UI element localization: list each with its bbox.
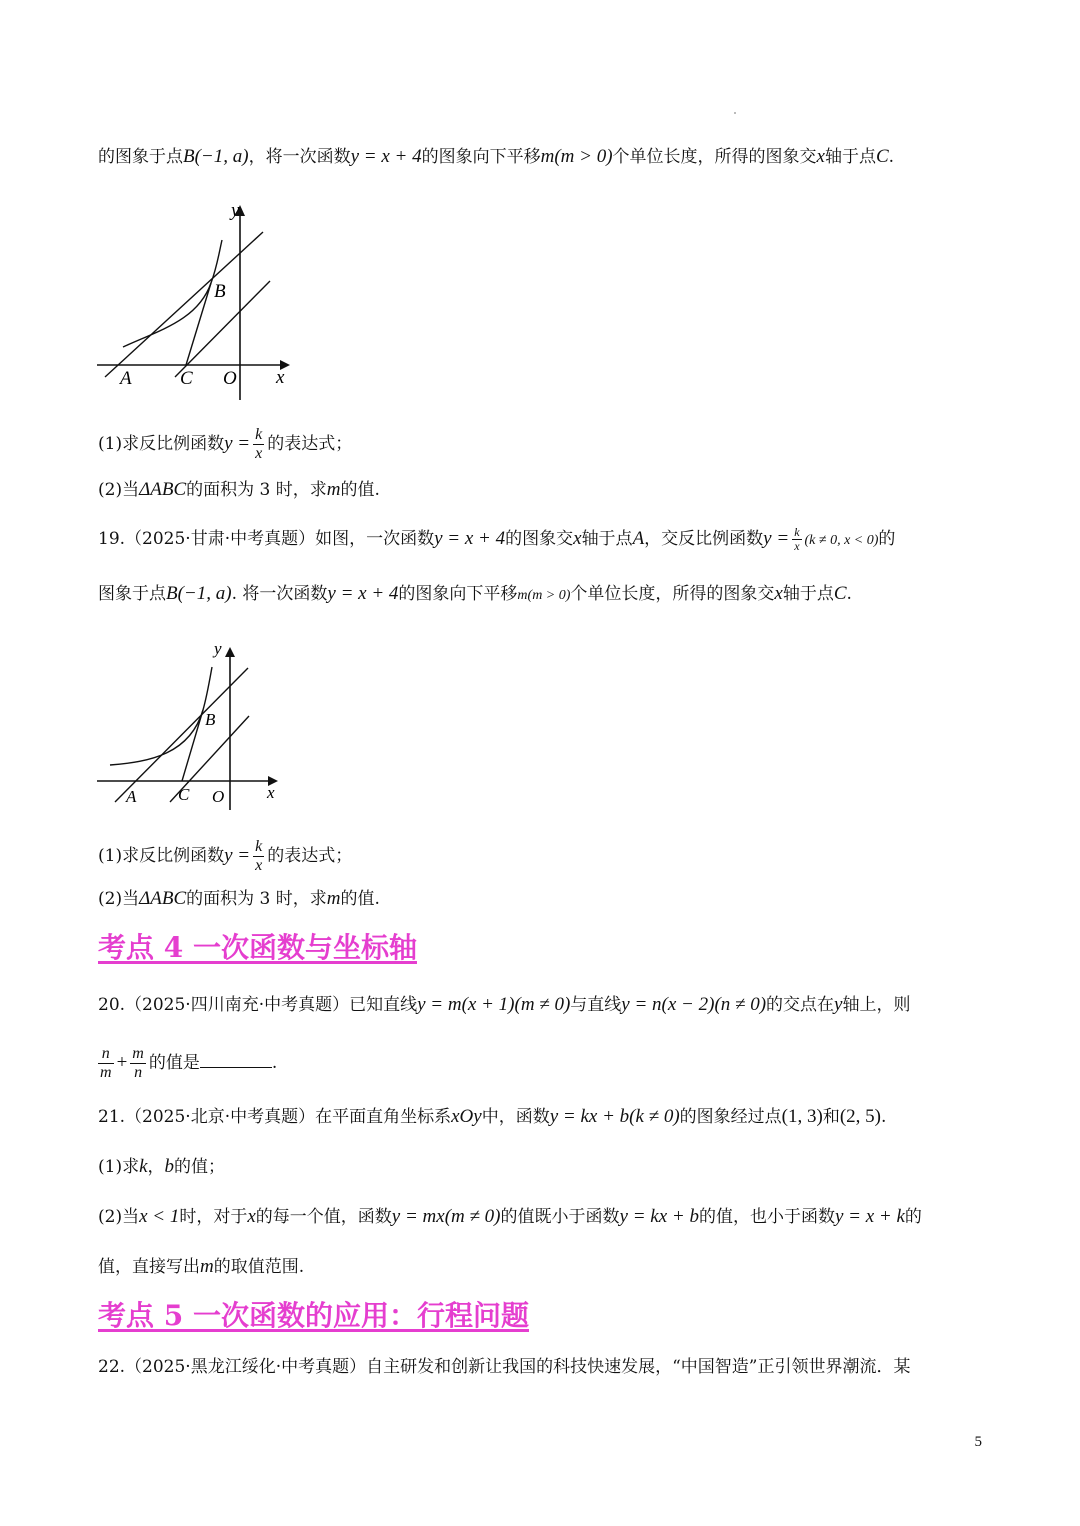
- hyperbola-curve: [110, 667, 212, 765]
- label-o: O: [212, 787, 225, 806]
- q21-part2-cont: 值，直接写出m的取值范围.: [98, 1256, 305, 1277]
- figure-2: [90, 632, 290, 821]
- label-x: x: [276, 367, 285, 388]
- q18-part1: (1)求反比例函数y = $\frac{k}{x}$ 的表达式；: [98, 426, 353, 462]
- q21-part2: (2)当x < 1时，对于x的每一个值，函数y = mx(m ≠ 0)的值既小于函数y = kx + b的值，也小于函数y = x + k的: [98, 1206, 922, 1227]
- q18-part2: (2)当ΔABC的面积为 3 时，求m的值.: [98, 479, 380, 500]
- stray-dot: [734, 112, 736, 114]
- label-a: A: [126, 787, 137, 806]
- q19-part1: (1)求反比例函数y = $\frac{k}{x}$ 的表达式；: [98, 838, 353, 874]
- figure-2-graph: [90, 632, 290, 817]
- fraction-k-over-x: $\frac{k}{x}$: [255, 426, 263, 462]
- q22-line1: 22.（2025·黑龙江绥化·中考真题）自主研发和创新让我国的科技快速发展，“中国智造”正引领世界潮流．某: [98, 1357, 911, 1377]
- fraction-n-over-m: $\frac{n}{m}$: [100, 1045, 112, 1081]
- line-ab: [115, 668, 248, 802]
- q19-line1: 19.（2025·甘肃·中考真题）如图，一次函数y = x + 4的图象交x轴于点A，交反比例函数y = $\frac{k}{x}$ (k ≠ 0, x < 0)的: [98, 525, 896, 553]
- label-x: x: [267, 783, 275, 802]
- q21-part1: (1)求k，b的值；: [98, 1156, 226, 1177]
- q20-line2: $\frac{n}{m}$ + $\frac{m}{n}$ 的值是 .: [100, 1045, 278, 1081]
- figure-1: [90, 195, 305, 414]
- label-b: B: [214, 281, 226, 302]
- q20-line1: 20.（2025·四川南充·中考真题）已知直线y = m(x + 1)(m ≠ 0)与直线y = n(x − 2)(n ≠ 0)的交点在y轴上，则: [98, 994, 911, 1015]
- figure-1-graph: [90, 195, 305, 410]
- section-4-heading: 考点 4 一次函数与坐标轴: [98, 931, 417, 964]
- label-o: O: [223, 368, 237, 389]
- fraction-k-over-x: $\frac{k}{x}$: [794, 525, 800, 553]
- answer-blank[interactable]: [200, 1053, 272, 1068]
- q19-line2: 图象于点B(−1, a). 将一次函数y = x + 4的图象向下平移m(m > 0)个单位长度，所得的图象交x轴于点C.: [98, 583, 852, 604]
- y-axis-arrow: [225, 647, 235, 657]
- q19-part2: (2)当ΔABC的面积为 3 时，求m的值.: [98, 888, 380, 909]
- label-y: y: [214, 639, 222, 658]
- fraction-k-over-x: $\frac{k}{x}$: [255, 838, 263, 874]
- label-c: C: [180, 368, 193, 389]
- label-c: C: [178, 785, 190, 804]
- label-y: y: [231, 200, 240, 221]
- label-b: B: [205, 710, 216, 729]
- q18-text-line: 的图象于点B(−1, a)，将一次函数y = x + 4的图象向下平移m(m > 0)个单位长度，所得的图象交x轴于点C.: [98, 146, 895, 167]
- fraction-m-over-n: $\frac{m}{n}$: [132, 1045, 144, 1081]
- label-a: A: [120, 368, 132, 389]
- page-number: 5: [974, 1434, 982, 1450]
- section-5-heading: 考点 5 一次函数的应用：行程问题: [98, 1299, 529, 1332]
- q21-line1: 21.（2025·北京·中考真题）在平面直角坐标系xOy中，函数y = kx + b(k ≠ 0)的图象经过点(1, 3)和(2, 5).: [98, 1106, 887, 1127]
